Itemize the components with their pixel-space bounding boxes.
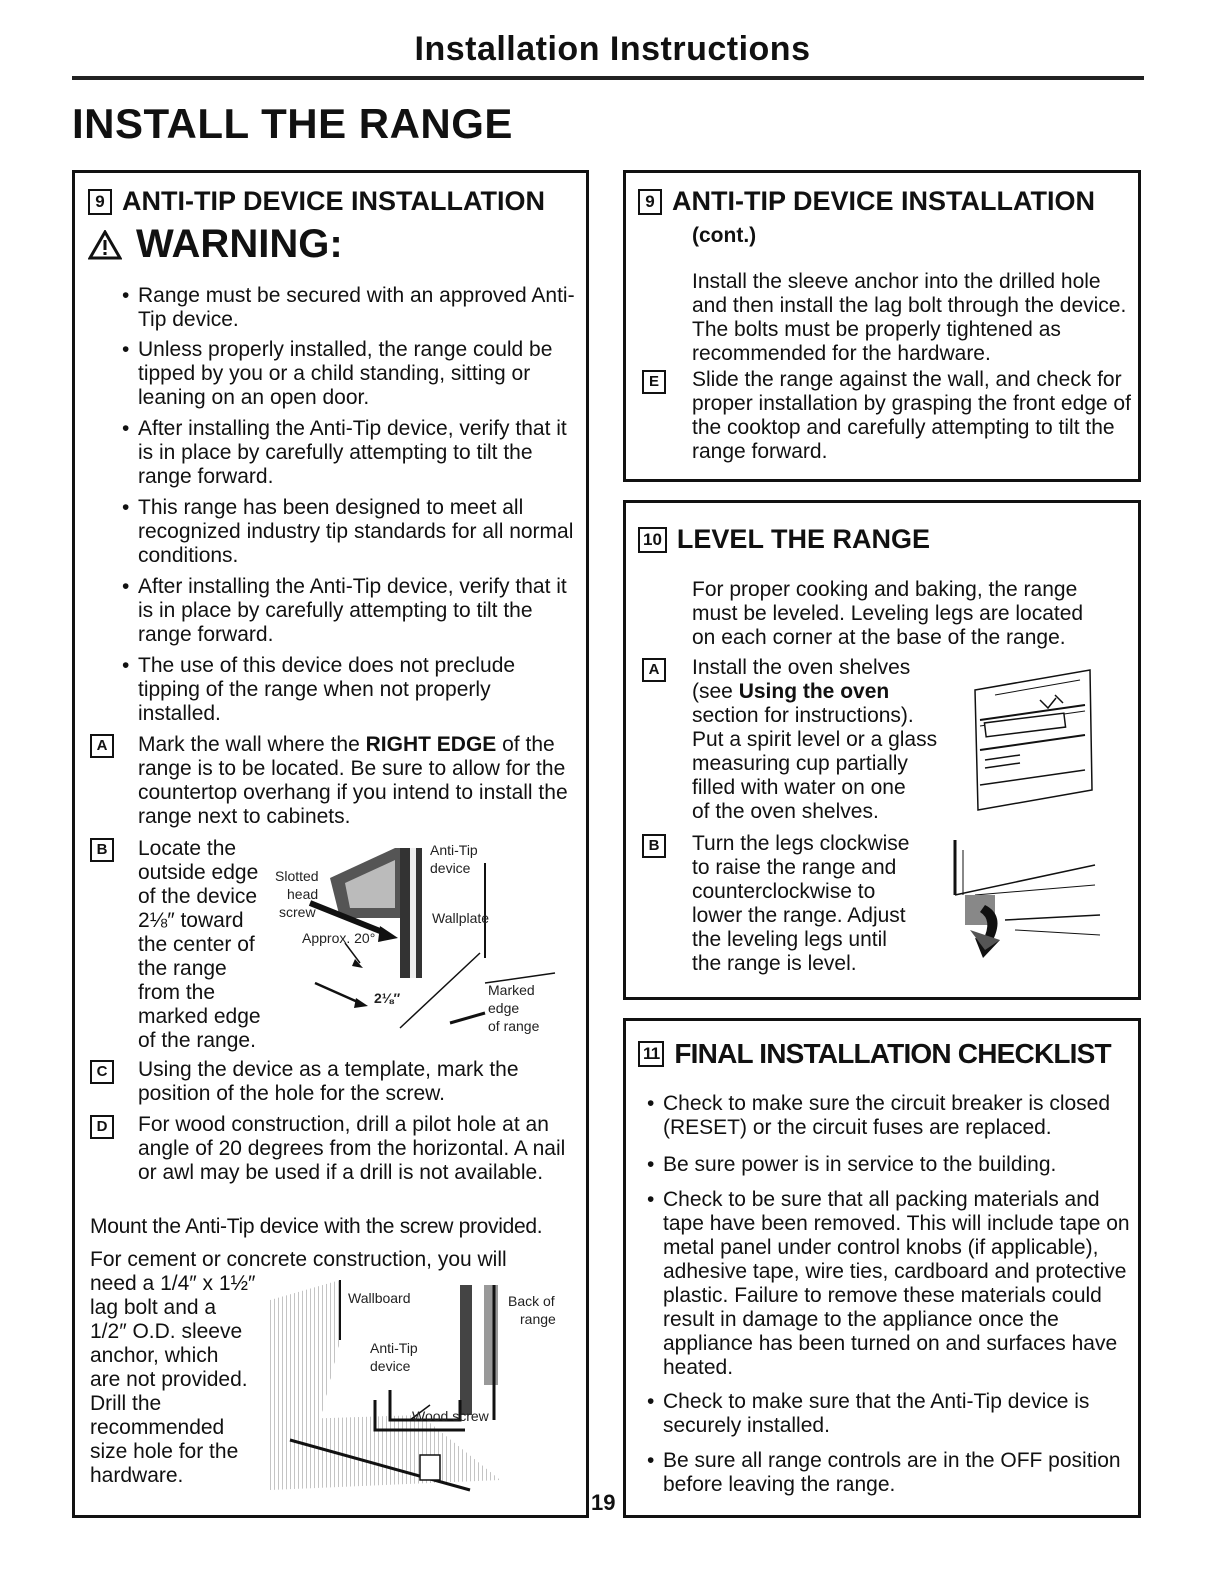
- page-title: INSTALL THE RANGE: [72, 100, 513, 147]
- diagram1-label-device: device: [430, 860, 471, 876]
- sleeve-anchor-text: Install the sleeve anchor into the drilled hole and then install the lag bolt through the device. The bolts must be properly tightened as recommended for the hardware.: [692, 270, 1127, 365]
- warning-bullet-5: • After installing the Anti-Tip device, verify that it is in place by carefully attempting to tilt the range forward.: [138, 575, 578, 647]
- diagram2-label-device: device: [370, 1358, 411, 1374]
- level-intro-text: For proper cooking and baking, the range must be leveled. Leveling legs are located on each corner at the base of the range.: [692, 578, 1084, 649]
- warning-bullet-6: • The use of this device does not preclude tipping of the range when not properly installed.: [138, 654, 578, 726]
- diagram1-label-of-range: of range: [488, 1018, 540, 1034]
- checklist-item-3: • Check to be sure that all packing materials and tape have been removed. This will include tape on metal panel under control knobs (if applicable), adhesive tape, wire ties, cardboard and protective plastic. Failure to remove these materials could result in damage to the appliance once the appliance has been turned on and surfaces have heated.: [663, 1188, 1131, 1380]
- warning-bullet-1: • Range must be secured with an approved Anti-Tip device.: [138, 284, 578, 332]
- mount-text: Mount the Anti-Tip device with the screw provided.: [90, 1215, 543, 1238]
- warning-heading: [88, 222, 343, 267]
- concrete-text: For cement or concrete construction, you will: [90, 1248, 507, 1271]
- checklist-item-2: • Be sure power is in service to the building.: [663, 1153, 1131, 1177]
- step-c-text: Using the device as a template, mark the position of the hole for the screw.: [138, 1058, 519, 1105]
- warning-bullet-2: • Unless properly installed, the range could be tipped by you or a child standing, sitting or leaning on an open door.: [138, 338, 578, 410]
- diagram1-label-screw: screw: [279, 904, 316, 920]
- warning-title: WARNING:: [136, 222, 343, 266]
- diagram1-label-dim: 2⅛″: [374, 990, 401, 1006]
- checklist-item-1: • Check to make sure the circuit breaker is closed (RESET) or the circuit fuses are replaced.: [663, 1092, 1131, 1140]
- checklist-item-5: • Be sure all range controls are in the OFF position before leaving the range.: [663, 1449, 1131, 1497]
- level-step-a-marker: A: [642, 658, 666, 682]
- section-number: 9: [88, 189, 112, 215]
- section-title: ANTI-TIP DEVICE INSTALLATION: [672, 186, 1095, 216]
- section-title: LEVEL THE RANGE: [676, 524, 930, 554]
- section-title: ANTI-TIP DEVICE INSTALLATION: [122, 186, 545, 216]
- step-e-marker: E: [642, 370, 666, 394]
- step-a-marker: A: [90, 734, 114, 758]
- level-step-a-text: Install the oven shelves (see Using the oven section for instructions). Put a spirit level or a glass measuring cup partially filled with water on one of the oven shelves.: [692, 656, 938, 823]
- section-number: 9: [638, 189, 662, 215]
- diagram1-label-slotted: Slotted: [275, 868, 319, 884]
- diagram2-label-wallboard: Wallboard: [348, 1290, 411, 1306]
- page-number: 19: [591, 1490, 616, 1515]
- diagram1-label-wallplate: Wallplate: [432, 910, 490, 926]
- step-d-text: For wood construction, drill a pilot hole at an angle of 20 degrees from the horizontal. A nail or awl may be used if a drill is not available.: [138, 1113, 566, 1184]
- warning-bullet-3: • After installing the Anti-Tip device, verify that it is in place by carefully attempting to tilt the range forward.: [138, 417, 578, 489]
- step-c-marker: C: [90, 1060, 114, 1084]
- section-number: 10: [638, 527, 667, 553]
- diagram1-label-edge: edge: [488, 1000, 520, 1016]
- warning-triangle-icon: [88, 230, 122, 260]
- concrete-lines: need a 1/4″ x 1½″ lag bolt and a 1/2″ O.D. sleeve anchor, which are not provided. Drill the recommended size hole for the hardware.: [90, 1272, 256, 1487]
- section-heading-anti-tip: [88, 186, 545, 217]
- diagram1-label-head: head: [287, 886, 319, 902]
- leveling-leg-illustration: [945, 840, 1105, 980]
- diagram2-label-anti-tip: Anti-Tip: [370, 1340, 418, 1356]
- section-title: FINAL INSTALLATION CHECKLIST: [674, 1038, 1111, 1069]
- diagram1-label-approx: Approx. 20°: [302, 930, 376, 946]
- section-number: 11: [638, 1041, 664, 1067]
- checklist-item-4: • Check to make sure that the Anti-Tip device is securely installed.: [663, 1390, 1131, 1438]
- step-b-marker: B: [90, 838, 114, 862]
- step-e-text: Slide the range against the wall, and check for proper installation by grasping the front edge of the cooktop and carefully attempting to tilt the range forward.: [692, 368, 1131, 463]
- oven-shelves-illustration: [960, 660, 1100, 820]
- level-step-b-marker: B: [642, 834, 666, 858]
- step-b-text: Locate the outside edge of the device 2⅛″ toward the center of the range from the marked edge of the range.: [138, 837, 261, 1052]
- diagram1-label-anti-tip: Anti-Tip: [430, 842, 478, 858]
- section-heading-anti-tip-cont: [638, 186, 1095, 217]
- header-rule: [72, 76, 1144, 80]
- section-heading-checklist: [638, 1038, 1111, 1070]
- step-a-text: Mark the wall where the RIGHT EDGE of the range is to be located. Be sure to allow for the countertop overhang if you intend to install the range next to cabinets.: [138, 733, 568, 828]
- diagram2-label-wood-screw: Wood screw: [412, 1408, 489, 1424]
- diagram2-label-range: range: [520, 1311, 556, 1327]
- diagram2-label-back-of: Back of: [508, 1293, 555, 1309]
- step-d-marker: D: [90, 1115, 114, 1139]
- warning-bullet-4: • This range has been designed to meet all recognized industry tip standards for all normal conditions.: [138, 496, 578, 568]
- header-title: Installation Instructions: [414, 30, 811, 68]
- level-step-b-text: Turn the legs clockwise to raise the range and counterclockwise to lower the range. Adjust the leveling legs until the range is level.: [692, 832, 910, 975]
- section-cont-label: (cont.): [692, 224, 757, 247]
- diagram1-label-marked: Marked: [488, 982, 535, 998]
- section-heading-level: [638, 524, 930, 555]
